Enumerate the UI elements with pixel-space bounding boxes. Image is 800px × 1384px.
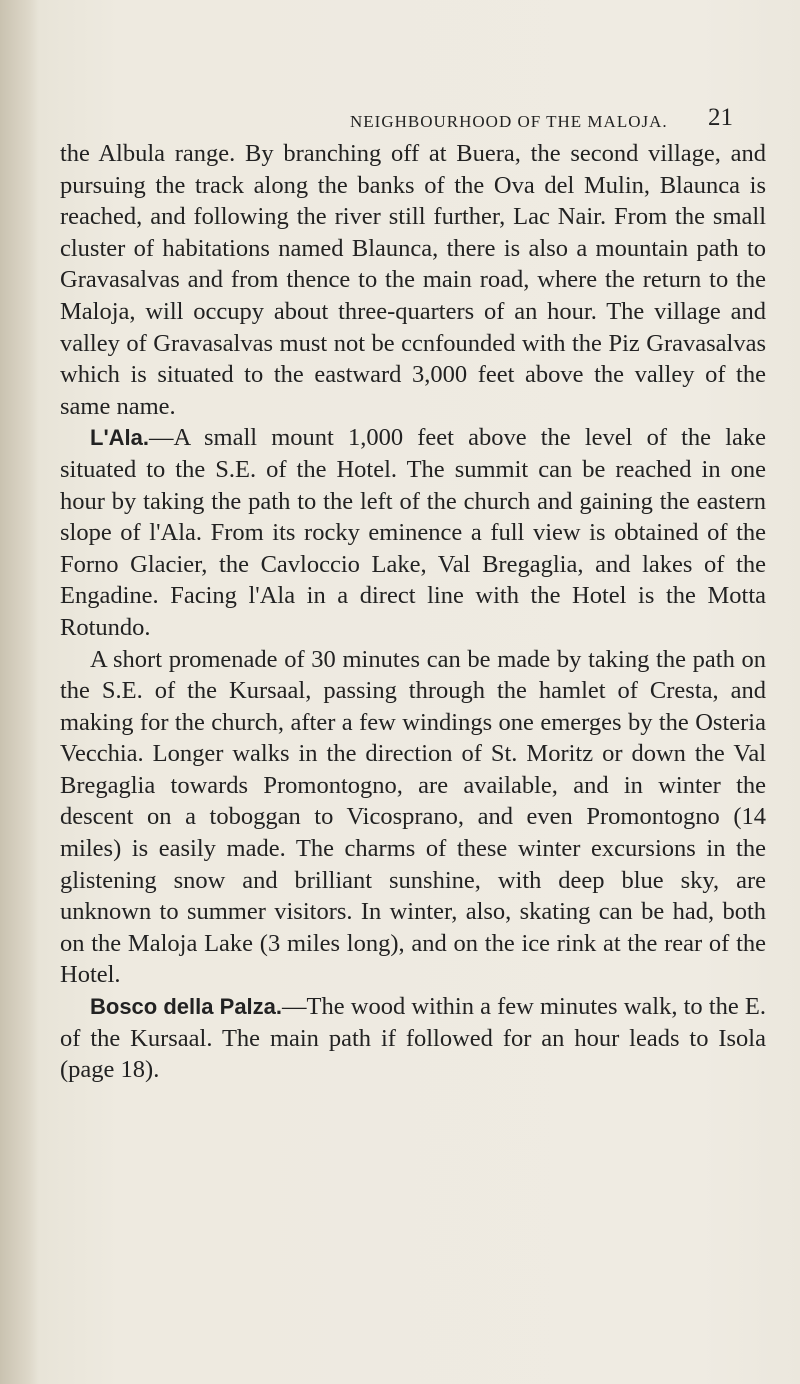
- page-number: 21: [708, 104, 733, 131]
- paragraph-text: —A small mount 1,000 feet above the level of the lake situated to the S.E. of the Hotel. The summit can be reached in one hour by taking the path to the left of the church and gaining the eastern slope of l'Ala. From its rocky eminence a full view is obtained of the Forno Glacier, the Cavloccio Lake, Val Bregaglia, and lakes of the Engadine. Facing l'Ala in a direct line with the Hotel is the Motta Rotundo.: [60, 424, 766, 641]
- paragraph: [60, 991, 766, 1086]
- page-gutter: [0, 0, 38, 1384]
- paragraph-text: A short promenade of 30 minutes can be made by taking the path on the S.E. of the Kursaal, passing through the hamlet of Cresta, and making for the church, after a few windings one emerges by the Osteria Vecchia. Longer walks in the direction of St. Moritz or down the Val Bregaglia towards Promontogno, are available, and in winter the descent on a toboggan to Vicosprano, and even Promontogno (14 miles) is easily made. The charms of these winter excursions in the glistening snow and brilliant sunshine, with deep blue sky, are unknown to summer visitors. In winter, also, skating can be had, both on the Maloja Lake (3 miles long), and on the ice rink at the rear of the Hotel.: [60, 645, 766, 989]
- paragraph-text: —The wood within a few minutes walk, to the E. of the Kursaal. The main path if followed for an hour leads to Isola (page 18).: [60, 993, 766, 1084]
- section-label-bosco-della-palza: Bosco della Palza.: [90, 994, 283, 1020]
- paragraph: [60, 422, 766, 643]
- body-text: [60, 138, 766, 1086]
- page-header: [60, 106, 760, 136]
- running-head: NEIGHBOURHOOD OF THE MALOJA.: [350, 112, 668, 131]
- paragraph: [60, 644, 766, 992]
- paragraph-text: the Albula range. By branching off at Buera, the second village, and pursuing the track along the banks of the Ova del Mulin, Blaunca is reached, and following the river still further, Lac Nair. From the small cluster of habitations named Blaunca, there is also a mountain path to Gravasalvas and from thence to the main road, where the return to the Maloja, will occupy about three-quarters of an hour. The village and valley of Gravasalvas must not be ccnfounded with the Piz Gravasalvas which is situated to the eastward 3,000 feet above the valley of the same name.: [60, 140, 766, 420]
- section-label-lala: L'Ala.: [90, 425, 150, 451]
- paragraph: [60, 138, 766, 422]
